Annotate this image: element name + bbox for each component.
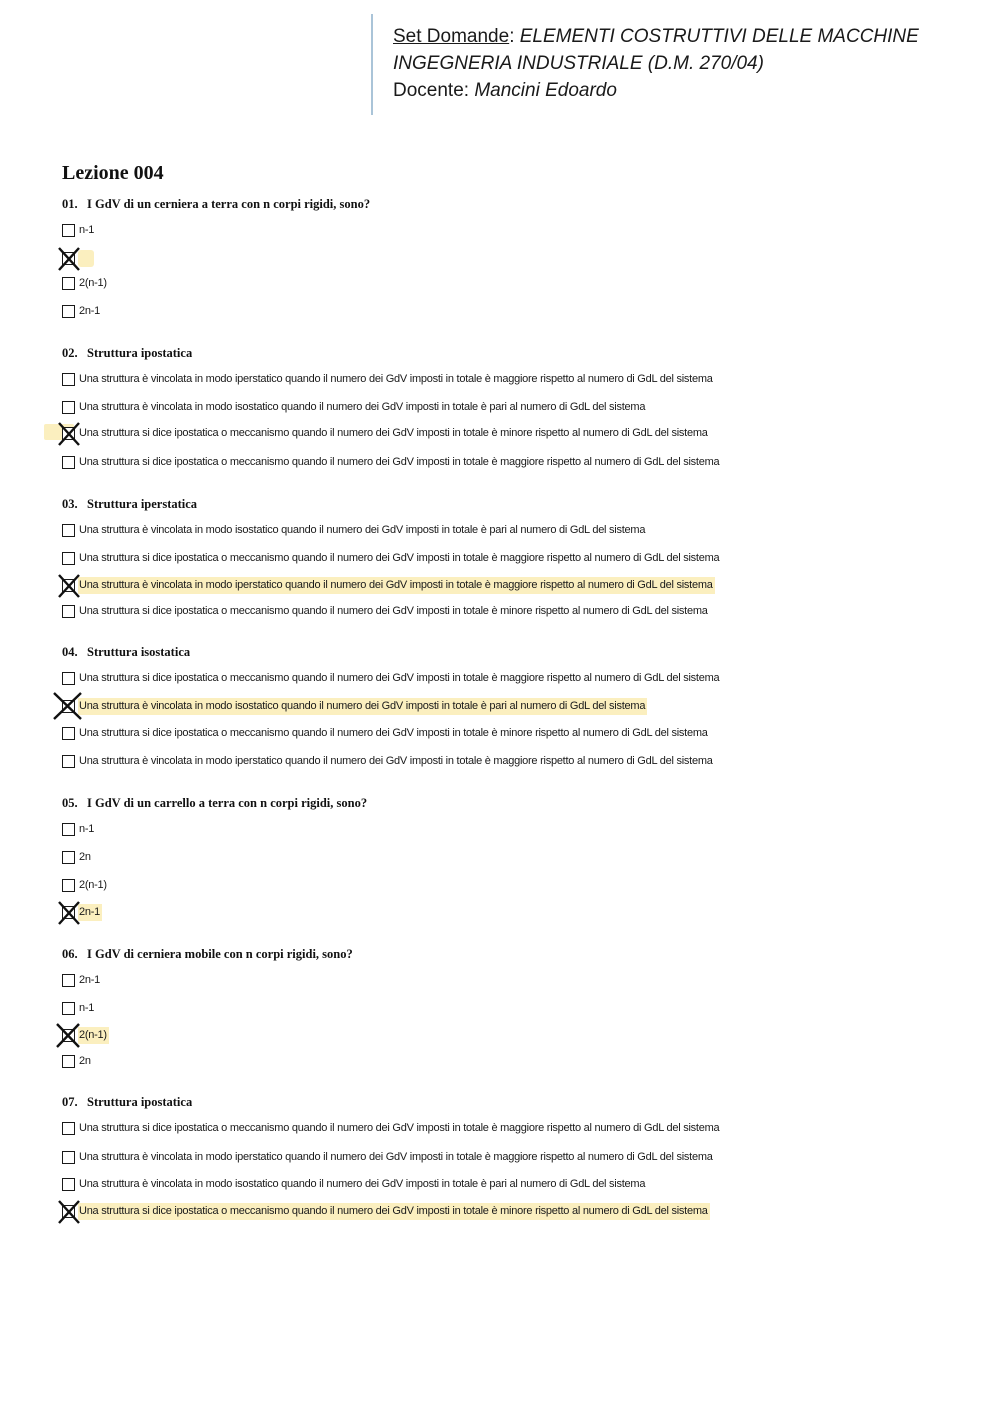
answer-text: Una struttura è vincolata in modo isostatico quando il numero dei GdV imposti in totale è pari al numero di GdL del sistema bbox=[79, 1177, 646, 1190]
answer-checkbox[interactable] bbox=[62, 823, 75, 836]
answer-option[interactable] bbox=[62, 273, 109, 293]
question-number: 02. bbox=[62, 346, 78, 360]
question-06 bbox=[62, 946, 353, 962]
answer-option[interactable] bbox=[62, 575, 715, 595]
answer-option[interactable] bbox=[62, 301, 102, 321]
set-domande-line bbox=[393, 23, 953, 50]
answer-checkbox[interactable] bbox=[62, 1055, 75, 1068]
question-number: 06. bbox=[62, 947, 78, 961]
answer-option[interactable] bbox=[62, 847, 93, 867]
answer-option[interactable] bbox=[62, 751, 715, 771]
answer-checkbox-checked[interactable] bbox=[62, 252, 75, 265]
answer-checkbox[interactable] bbox=[62, 1178, 75, 1191]
answer-option[interactable] bbox=[62, 819, 96, 839]
answer-text: Una struttura si dice ipostatica o meccanismo quando il numero dei GdV imposti in totale è maggiore rispetto al numero di GdL del sistema bbox=[79, 551, 720, 564]
answer-checkbox[interactable] bbox=[62, 373, 75, 386]
question-number: 07. bbox=[62, 1095, 78, 1109]
document-header bbox=[393, 23, 953, 104]
answer-option[interactable] bbox=[62, 1201, 710, 1221]
answer-option[interactable] bbox=[62, 369, 715, 389]
answer-text-highlighted: 2n-1 bbox=[78, 904, 102, 921]
answer-option[interactable] bbox=[62, 397, 647, 417]
answer-text: Una struttura si dice ipostatica o meccanismo quando il numero dei GdV imposti in totale è maggiore rispetto al numero di GdL del sistema bbox=[79, 1121, 720, 1134]
question-01 bbox=[62, 196, 370, 212]
answer-text: 2n-1 bbox=[79, 973, 101, 986]
answer-checkbox[interactable] bbox=[62, 879, 75, 892]
question-03 bbox=[62, 496, 197, 512]
set-domande-subtitle: INGEGNERIA INDUSTRIALE (D.M. 270/04) bbox=[393, 53, 764, 74]
answer-text: Una struttura è vincolata in modo iperstatico quando il numero dei GdV imposti in totale è maggiore rispetto al numero di GdL del sistema bbox=[79, 1150, 713, 1163]
answer-text: Una struttura si dice ipostatica o meccanismo quando il numero dei GdV imposti in totale è maggiore rispetto al numero di GdL del sistema bbox=[79, 455, 720, 468]
set-domande-label: Set Domande bbox=[393, 26, 510, 47]
answer-option[interactable] bbox=[62, 875, 109, 895]
answer-option[interactable] bbox=[62, 1051, 93, 1071]
answer-option[interactable] bbox=[62, 220, 96, 240]
answer-option[interactable] bbox=[62, 970, 102, 990]
answer-option[interactable] bbox=[62, 1174, 647, 1194]
answer-option[interactable] bbox=[62, 1147, 715, 1167]
answer-text: n-1 bbox=[79, 822, 95, 835]
answer-option[interactable] bbox=[62, 1118, 721, 1138]
answer-text: 2(n-1) bbox=[79, 276, 107, 289]
answer-text: 2n bbox=[79, 850, 91, 863]
question-04 bbox=[62, 644, 190, 660]
answer-checkbox-checked[interactable] bbox=[62, 1205, 75, 1218]
answer-checkbox[interactable] bbox=[62, 524, 75, 537]
answer-checkbox-checked[interactable] bbox=[62, 906, 75, 919]
question-number: 04. bbox=[62, 645, 78, 659]
answer-checkbox[interactable] bbox=[62, 305, 75, 318]
answer-text: Una struttura si dice ipostatica o meccanismo quando il numero dei GdV imposti in totale è maggiore rispetto al numero di GdL del sistema bbox=[79, 671, 720, 684]
cross-mark-icon bbox=[58, 422, 80, 446]
cross-mark-icon bbox=[58, 1200, 80, 1224]
answer-text: 2n-1 bbox=[79, 304, 101, 317]
answer-text-highlighted: 2(n-1) bbox=[78, 1027, 109, 1044]
answer-checkbox[interactable] bbox=[62, 1122, 75, 1135]
header-divider bbox=[371, 14, 373, 115]
answer-checkbox-checked[interactable] bbox=[62, 579, 75, 592]
cross-mark-icon bbox=[58, 574, 80, 598]
answer-checkbox-checked[interactable] bbox=[62, 427, 75, 440]
question-text: Struttura iperstatica bbox=[87, 497, 198, 511]
answer-text: Una struttura si dice ipostatica o meccanismo quando il numero dei GdV imposti in totale è minore rispetto al numero di GdL del sistema bbox=[79, 604, 708, 617]
answer-checkbox[interactable] bbox=[62, 401, 75, 414]
answer-text: 2n bbox=[79, 1054, 91, 1067]
answer-option[interactable] bbox=[62, 601, 710, 621]
answer-option[interactable] bbox=[62, 520, 647, 540]
question-07 bbox=[62, 1094, 192, 1110]
highlight-mark bbox=[78, 250, 94, 267]
question-text: I GdV di un carrello a terra con n corpi rigidi, sono? bbox=[87, 796, 368, 810]
answer-text: Una struttura si dice ipostatica o meccanismo quando il numero dei GdV imposti in totale è minore rispetto al numero di GdL del sistema bbox=[79, 426, 708, 439]
answer-checkbox[interactable] bbox=[62, 277, 75, 290]
answer-option[interactable] bbox=[62, 452, 721, 472]
cross-mark-icon bbox=[58, 1024, 80, 1048]
answer-text: Una struttura è vincolata in modo iperstatico quando il numero dei GdV imposti in totale è maggiore rispetto al numero di GdL del sistema bbox=[79, 372, 713, 385]
answer-option[interactable] bbox=[62, 668, 721, 688]
answer-text: Una struttura è vincolata in modo isostatico quando il numero dei GdV imposti in totale è pari al numero di GdL del sistema bbox=[79, 400, 646, 413]
question-number: 05. bbox=[62, 796, 78, 810]
answer-text-highlighted: Una struttura si dice ipostatica o meccanismo quando il numero dei GdV imposti in totale è minore rispetto al numero di GdL del sistema bbox=[78, 1203, 710, 1220]
answer-option[interactable] bbox=[62, 696, 647, 716]
answer-text: 2(n-1) bbox=[79, 878, 107, 891]
answer-checkbox[interactable] bbox=[62, 552, 75, 565]
answer-option[interactable] bbox=[62, 998, 96, 1018]
answer-option[interactable] bbox=[62, 723, 710, 743]
answer-checkbox[interactable] bbox=[62, 456, 75, 469]
answer-option[interactable] bbox=[62, 548, 721, 568]
question-05 bbox=[62, 795, 367, 811]
answer-text-highlighted: Una struttura è vincolata in modo isostatico quando il numero dei GdV imposti in totale è pari al numero di GdL del sistema bbox=[78, 698, 647, 715]
answer-option[interactable] bbox=[62, 248, 94, 268]
answer-checkbox[interactable] bbox=[62, 851, 75, 864]
docente-name: Mancini Edoardo bbox=[474, 80, 617, 101]
set-domande-title: ELEMENTI COSTRUTTIVI DELLE MACCHINE bbox=[519, 26, 919, 47]
answer-text: Una struttura è vincolata in modo iperstatico quando il numero dei GdV imposti in totale è maggiore rispetto al numero di GdL del sistema bbox=[79, 754, 713, 767]
question-text: I GdV di un cerniera a terra con n corpi rigidi, sono? bbox=[87, 197, 371, 211]
question-number: 03. bbox=[62, 497, 78, 511]
answer-checkbox[interactable] bbox=[62, 605, 75, 618]
docente-label: Docente: bbox=[393, 80, 470, 101]
answer-checkbox[interactable] bbox=[62, 224, 75, 237]
question-text: I GdV di cerniera mobile con n corpi rigidi, sono? bbox=[87, 947, 353, 961]
answer-checkbox[interactable] bbox=[62, 755, 75, 768]
answer-text-highlighted: Una struttura è vincolata in modo iperstatico quando il numero dei GdV imposti in totale è maggiore rispetto al numero di GdL del sistema bbox=[78, 577, 715, 594]
answer-checkbox[interactable] bbox=[62, 672, 75, 685]
answer-checkbox[interactable] bbox=[62, 1002, 75, 1015]
question-text: Struttura ipostatica bbox=[87, 1095, 193, 1109]
answer-option[interactable] bbox=[62, 1025, 109, 1045]
answer-text: Una struttura si dice ipostatica o meccanismo quando il numero dei GdV imposti in totale è minore rispetto al numero di GdL del sistema bbox=[79, 726, 708, 739]
answer-option[interactable] bbox=[62, 902, 102, 922]
answer-checkbox[interactable] bbox=[62, 974, 75, 987]
set-domande-colon: : bbox=[509, 26, 515, 47]
answer-checkbox[interactable] bbox=[62, 1151, 75, 1164]
answer-text: n-1 bbox=[79, 223, 95, 236]
question-text: Struttura isostatica bbox=[87, 645, 191, 659]
lesson-title: Lezione 004 bbox=[62, 162, 164, 184]
question-02 bbox=[62, 345, 192, 361]
answer-text: n-1 bbox=[79, 1001, 95, 1014]
docente-line bbox=[393, 77, 953, 104]
answer-text: Una struttura è vincolata in modo isostatico quando il numero dei GdV imposti in totale è pari al numero di GdL del sistema bbox=[79, 523, 646, 536]
answer-checkbox-checked[interactable] bbox=[62, 700, 75, 713]
answer-option[interactable] bbox=[62, 423, 710, 443]
question-text: Struttura ipostatica bbox=[87, 346, 193, 360]
cross-mark-icon bbox=[58, 901, 80, 925]
cross-mark-icon bbox=[58, 247, 80, 271]
answer-checkbox-checked[interactable] bbox=[62, 1029, 75, 1042]
cross-mark-icon bbox=[58, 695, 80, 719]
question-number: 01. bbox=[62, 197, 78, 211]
answer-checkbox[interactable] bbox=[62, 727, 75, 740]
